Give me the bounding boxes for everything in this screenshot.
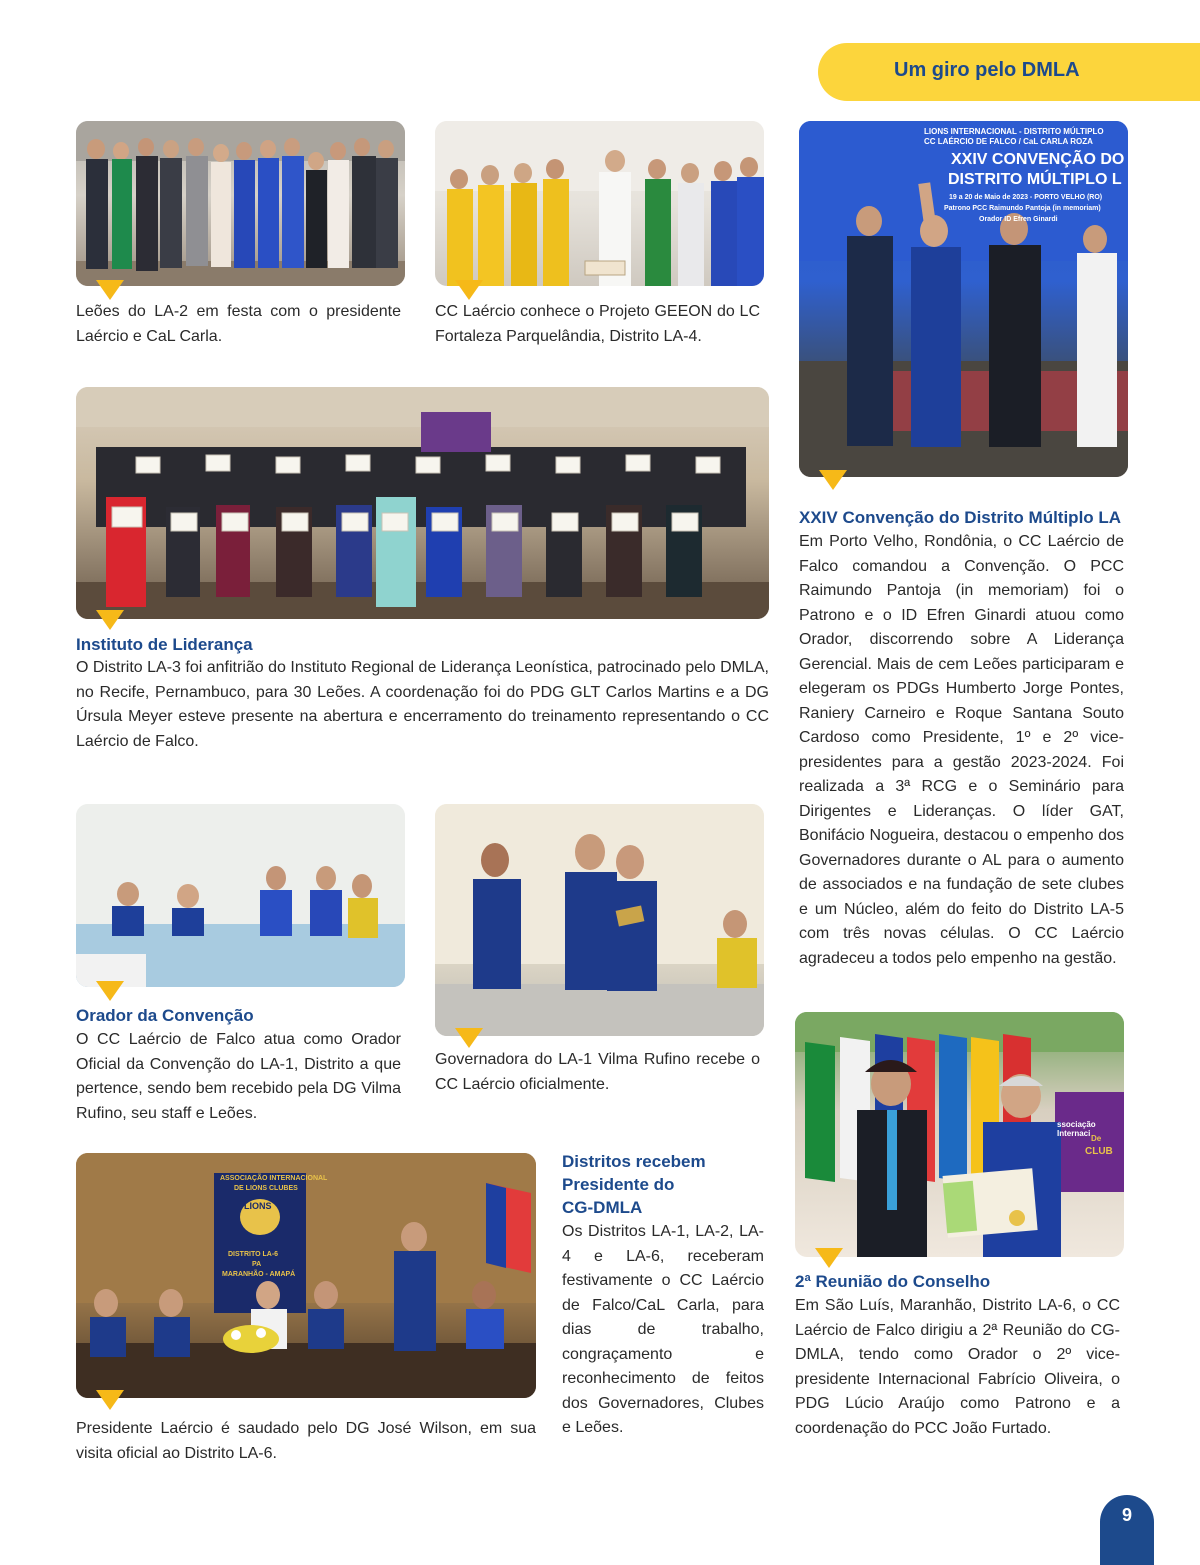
reuniao-body: Em São Luís, Maranhão, Distrito LA-6, o CC Laércio de Falco dirigiu a 2ª Reunião do CG-DMLA, tendo como Orador o 2º vice-presidente Internacional Fabrício Oliveira, o PDG Lúcio Araújo como Patrono e a coordenação do PCC João Furtado. <box>795 1297 1120 1437</box>
convention-banner-line7: Orador ID Efren Ginardi <box>979 216 1058 223</box>
photo-instituto-scene <box>76 387 769 619</box>
la6-banner-line4: DISTRITO LA-6 <box>228 1251 279 1258</box>
orador-body: O CC Laércio de Falco atua como Orador Oficial da Convenção do LA-1, Distrito a que pertence, sendo bem recebido pela DG Vilma Rufino, seu staff e Leões. <box>76 1031 401 1122</box>
convention-banner-line4: DISTRITO MÚLTIPLO L <box>948 171 1122 188</box>
distritos-body: Os Distritos LA-1, LA-2, LA-4 e LA-6, receberam festivamente o CC Laércio de Falco/CaL Carla, para dias de trabalho, congraçamento e reconhecimento de feitos dos Governadores, Clubes e Leões. <box>562 1223 764 1436</box>
instituto-body: O Distrito LA-3 foi anfitrião do Instituto Regional de Liderança Leonística, patrocinado pelo DMLA, no Recife, Pernambuco, para 30 Leões. A coordenação foi do PDG GLT Carlos Martins e a DG Úrsula Meyer esteve presente na abertura e encerramento do treinamento representando o CC Laércio de Falco. <box>76 659 769 750</box>
pointer-vilma <box>455 1028 483 1048</box>
reuniao-banner-line1: ssociação Internaci <box>1057 1120 1096 1138</box>
photo-instituto <box>76 387 769 619</box>
caption-la6-visit: Presidente Laércio é saudado pelo DG José Wilson, em sua visita oficial ao Distrito LA-6. <box>76 1420 536 1462</box>
convention-banner-line1: LIONS INTERNACIONAL - DISTRITO MÚLTIPLO <box>924 127 1104 136</box>
photo-vilma-scene <box>435 804 764 1036</box>
section-tab <box>818 43 1200 101</box>
pointer-la2-party <box>96 280 124 300</box>
convention-banner-line6: Patrono PCC Raimundo Pantoja (in memoriam) <box>944 205 1101 212</box>
page-number: 9 <box>1121 1505 1132 1525</box>
reuniao-banner-line2: De <box>1091 1134 1102 1143</box>
pointer-convention <box>819 470 847 490</box>
pointer-reuniao <box>815 1248 843 1268</box>
photo-geeon-scene <box>435 121 764 286</box>
photo-orador-scene <box>76 804 405 987</box>
pointer-orador <box>96 981 124 1001</box>
photo-geeon <box>435 121 764 286</box>
instituto-title: Instituto de Liderança <box>76 635 253 654</box>
distritos-title-line3: CG-DMLA <box>562 1198 643 1217</box>
photo-la6-visit <box>76 1153 536 1398</box>
caption-la2-party: Leões do LA-2 em festa com o presidente Laércio e CaL Carla. <box>76 303 401 345</box>
la6-banner-line2: DE LIONS CLUBES <box>234 1185 298 1192</box>
photo-reuniao <box>795 1012 1124 1257</box>
orador-title: Orador da Convenção <box>76 1006 254 1025</box>
convention-banner-line5: 19 a 20 de Maio de 2023 - PORTO VELHO (RO) <box>949 194 1103 201</box>
section-title: Um giro pelo DMLA <box>894 59 1080 81</box>
photo-convention <box>799 121 1128 477</box>
distritos-title-line2: Presidente do <box>562 1175 675 1194</box>
photo-la2-party <box>76 121 405 286</box>
convencao-body: Em Porto Velho, Rondônia, o CC Laércio de Falco comandou a Convenção. O PCC Raimundo Pantoja (in memoriam) foi o Patrono e o ID Efren Ginardi atuou como Orador, discorrendo sobre A Liderança Gerencial. Mais de cem Leões participaram e elegeram os PDGs Humberto Jorge Pontes, Raniery Carneiro e Roque Santana Souto Cardoso como Presidente, 1º e 2º vice-presidentes para a gestão 2023-2024. Foi realizada a 3ª RCG e o Seminário para Dirigentes e Lideranças. O líder GAT, Bonifácio Nogueira, destacou o empenho dos Governadores durante o AL para o aumento de associados e na fundação de sete clubes e um Núcleo, além do feito do Distrito LA-5 com três novas células. O CC Laércio agradeceu a todos pelo empenho na gestão. <box>799 533 1124 967</box>
pointer-geeon <box>455 280 483 300</box>
pointer-la6-visit <box>96 1390 124 1410</box>
la6-banner-line6: MARANHÃO - AMAPÁ <box>222 1271 296 1278</box>
reuniao-title: 2ª Reunião do Conselho <box>795 1272 991 1291</box>
la6-banner-line1: ASSOCIAÇÃO INTERNACIONAL <box>220 1175 328 1182</box>
caption-vilma: Governadora do LA-1 Vilma Rufino recebe o CC Laércio oficialmente. <box>435 1051 760 1093</box>
photo-vilma <box>435 804 764 1036</box>
pointer-instituto <box>96 610 124 630</box>
convention-banner-line2: CC LAÉRCIO DE FALCO / CaL CARLA ROZA <box>924 137 1093 146</box>
la6-banner-line3: LIONS <box>244 1201 272 1211</box>
caption-geeon: CC Laércio conhece o Projeto GEEON do LC Fortaleza Parquelândia, Distrito LA-4. <box>435 303 760 345</box>
photo-orador <box>76 804 405 987</box>
page-number-tab <box>1100 1495 1154 1565</box>
la6-banner-line5: PA <box>252 1261 262 1268</box>
convencao-title: XXIV Convenção do Distrito Múltiplo LA <box>799 508 1122 527</box>
reuniao-banner-line3: CLUB <box>1085 1146 1113 1157</box>
photo-la2-party-scene <box>76 121 405 286</box>
photo-la6-visit-scene <box>76 1153 536 1398</box>
distritos-title-line1: Distritos recebem <box>562 1152 706 1171</box>
convention-banner-line3: XXIV CONVENÇÃO DO <box>951 151 1125 168</box>
